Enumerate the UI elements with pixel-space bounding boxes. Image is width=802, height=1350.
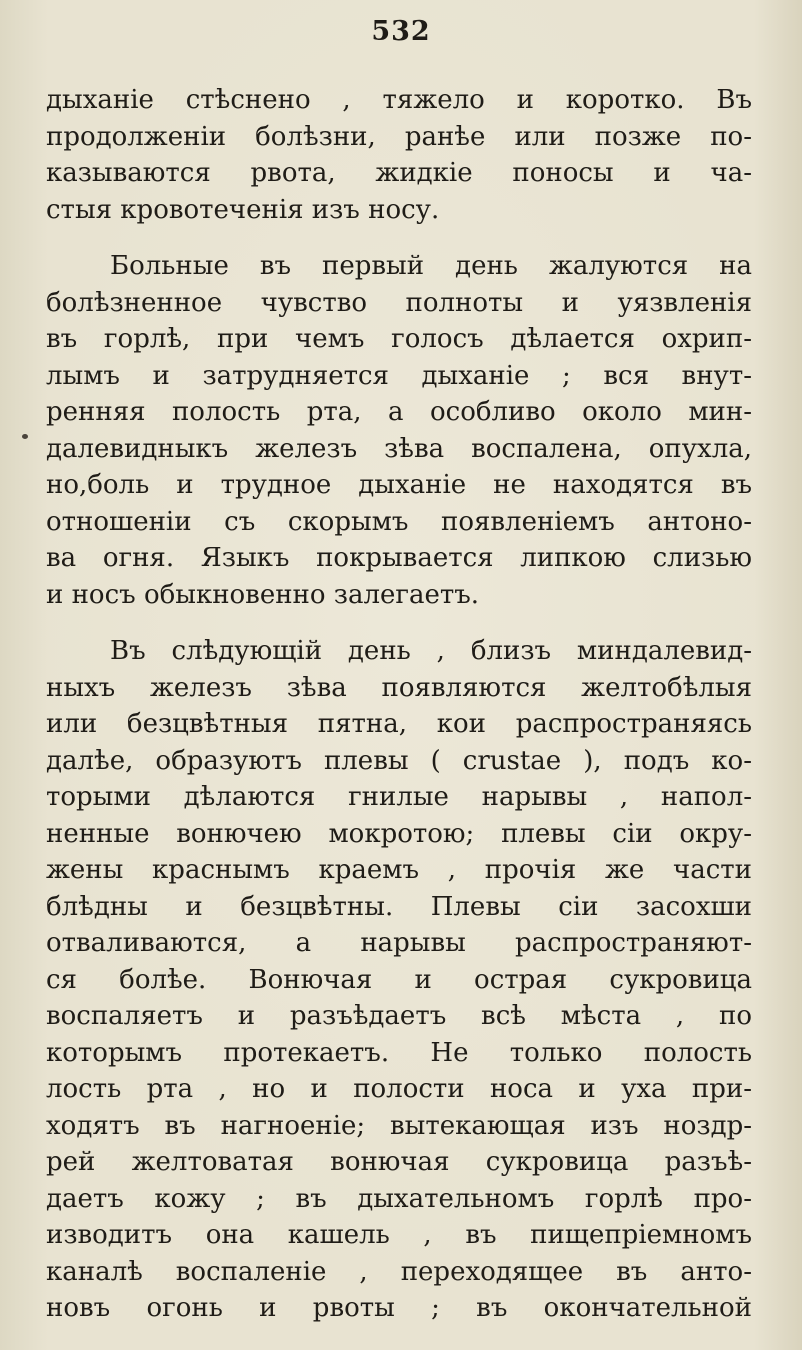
- paragraph-2: [46, 248, 752, 613]
- text-line: изводитъ она кашель , въ пищепріемномъ: [46, 1220, 752, 1250]
- text-line: рей желтоватая вонючая сукровица разъѣ-: [46, 1147, 752, 1177]
- text-line: болѣзненное чувство полноты и уязвленія: [46, 287, 752, 318]
- text-line: воспаляетъ и разъѣдаетъ всѣ мѣста , по: [46, 1001, 752, 1031]
- text-line: даетъ кожу ; въ дыхательномъ горлѣ про-: [46, 1183, 752, 1214]
- text-line: и носъ обыкновенно залегаетъ.: [46, 579, 480, 610]
- text-line: ныхъ железъ зѣва появляются желтобѣлыя: [46, 672, 752, 703]
- text-line: отношеніи съ скорымъ появленіемъ антоно-: [46, 506, 752, 537]
- text-line: ся болѣе. Вонючая и острая сукровица: [46, 964, 752, 995]
- text-line: ва огня. Языкъ покрывается липкою слизью: [46, 543, 752, 573]
- text-line: торыми дѣлаются гнилые нарывы , напол-: [46, 782, 752, 812]
- text-line: ненные вонючею мокротою; плевы сіи окру-: [46, 818, 752, 849]
- paragraph-1: [46, 82, 752, 228]
- text-line: дыханіе стѣснено , тяжело и коротко. Въ: [46, 85, 752, 115]
- text-line: въ горлѣ, при чемъ голосъ дѣлается охрип-: [46, 324, 752, 354]
- text-line: отваливаются, а нарывы распространяют-: [46, 928, 752, 958]
- text-line: стыя кровотеченія изъ носу.: [46, 194, 440, 225]
- text-line: каналѣ воспаленіе , переходящее въ анто-: [46, 1256, 752, 1287]
- text-line: далѣе, образуютъ плевы ( crustae ), подъ ко-: [46, 745, 752, 776]
- text-line: или безцвѣтныя пятна, кои распространяясь: [46, 709, 752, 739]
- text-line: блѣдны и безцвѣтны. Плевы сіи засохши: [46, 891, 752, 922]
- text-line: лымъ и затрудняется дыханіе ; вся внут-: [46, 360, 752, 391]
- page-number: 532: [371, 16, 431, 47]
- text-line: Больные въ первый день жалуются на: [110, 251, 752, 281]
- text-line: продолженіи болѣзни, ранѣе или позже по-: [46, 121, 752, 152]
- text-line: лость рта , но и полости носа и уха при-: [46, 1074, 752, 1104]
- text-line: далевидныкъ железъ зѣва воспалена, опухла,: [46, 433, 752, 464]
- text-line: жены краснымъ краемъ , прочія же части: [46, 855, 752, 885]
- text-line: ренняя полость рта, а особливо около мин-: [46, 397, 752, 427]
- text-line: которымъ протекаетъ. Не только полость: [46, 1037, 752, 1068]
- body-text: [46, 82, 752, 1327]
- text-line: но,боль и трудное дыханіе не находятся въ: [46, 470, 752, 500]
- paragraph-3: [46, 633, 752, 1327]
- text-line: ходятъ въ нагноеніе; вытекающая изъ ноздр-: [46, 1110, 752, 1141]
- text-line: казываются рвота, жидкіе поносы и ча-: [46, 158, 752, 188]
- margin-mark: [22, 434, 28, 439]
- text-line: новъ огонь и рвоты ; въ окончательной: [46, 1293, 752, 1323]
- text-line: Въ слѣдующій день , близъ миндалевид-: [110, 636, 752, 666]
